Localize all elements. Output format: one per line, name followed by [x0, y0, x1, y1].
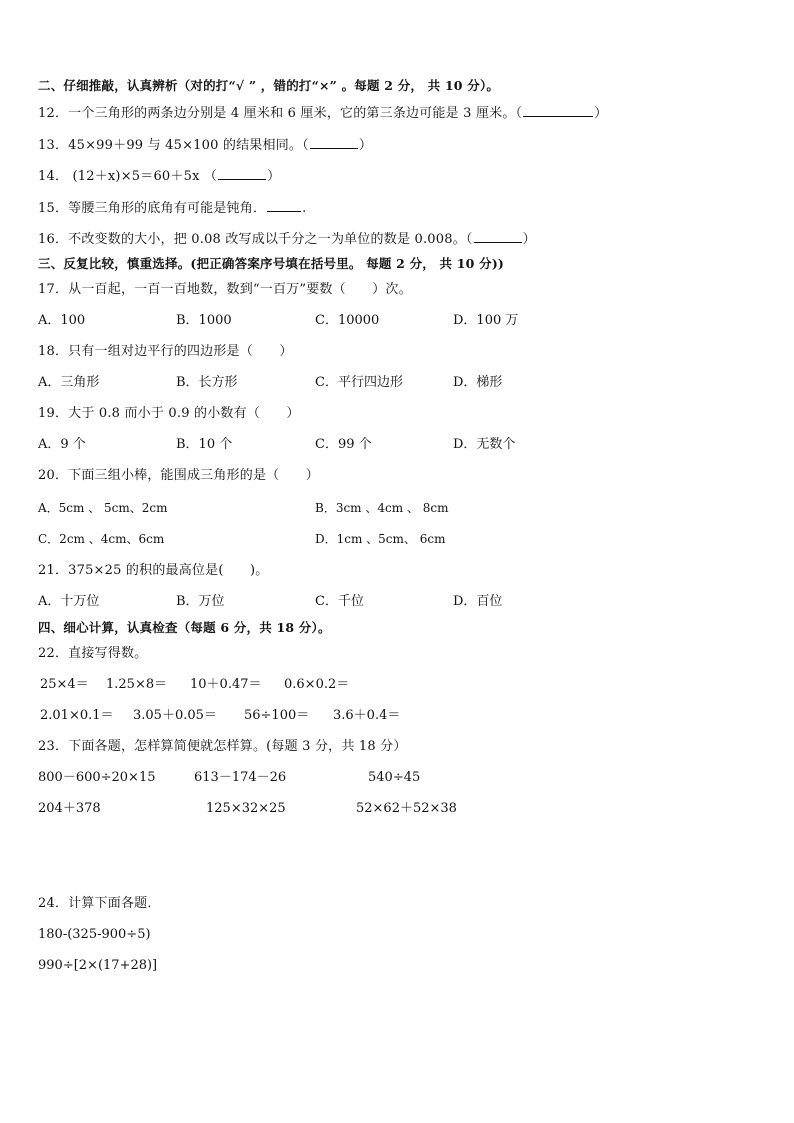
question-16 [38, 230, 536, 248]
question-18-stem: 18．只有一组对边平行的四边形是（ ） [38, 344, 293, 359]
q15-close: . [302, 201, 307, 216]
q12-answer-blank[interactable] [523, 104, 593, 117]
q16-answer-blank[interactable] [474, 230, 522, 243]
q17-option-b[interactable]: B．1000 [176, 313, 232, 328]
q23-item-1: 800－600÷20×15 [38, 770, 156, 785]
section3-heading: 三、反复比较，慎重选择。(把正确答案序号填在括号里。 每题 2 分， 共 10 分)) [38, 256, 505, 271]
q17-option-d[interactable]: D．100 万 [453, 313, 519, 328]
q13-answer-blank[interactable] [310, 136, 358, 149]
q18-option-d[interactable]: D．梯形 [453, 375, 503, 390]
q22-item-5: 2.01×0.1＝ [40, 708, 114, 723]
q21-option-a[interactable]: A．十万位 [38, 594, 100, 609]
q18-option-b[interactable]: B．长方形 [176, 375, 238, 390]
q24-item-1: 180-(325-900÷5) [38, 927, 151, 942]
q14-answer-blank[interactable] [218, 167, 266, 180]
q16-close: ） [522, 232, 536, 247]
q12-text: 12．一个三角形的两条边分别是 4 厘米和 6 厘米，它的第三条边可能是 3 厘米。（ [38, 106, 523, 121]
q18-option-a[interactable]: A．三角形 [38, 375, 100, 390]
q13-close: ） [358, 138, 373, 153]
q20-option-b[interactable]: B．3cm 、4cm 、 8cm [315, 501, 449, 515]
q14-text: 14． (12＋x)×5＝60＋5x （ [38, 169, 218, 184]
section2-heading: 二、仔细推敲，认真辨析（对的打“√ ” ，错的打“×” 。每题 2 分， 共 10 分）。 [38, 78, 500, 93]
q20-option-d[interactable]: D．1cm 、5cm、 6cm [315, 532, 446, 546]
q15-text: 15．等腰三角形的底角有可能是钝角． [38, 201, 267, 216]
q18-option-c[interactable]: C．平行四边形 [315, 375, 403, 390]
question-15 [38, 199, 307, 217]
q22-item-8: 3.6＋0.4＝ [333, 708, 401, 723]
q20-option-c[interactable]: C．2cm 、4cm、6cm [38, 532, 165, 546]
q22-item-1: 25×4＝ [40, 677, 89, 692]
q22-item-3: 10＋0.47＝ [190, 677, 262, 692]
q12-close: ） [594, 106, 608, 121]
q23-item-4: 204＋378 [38, 801, 101, 816]
q16-text: 16．不改变数的大小，把 0.08 改写成以千分之一为单位的数是 0.008。（ [38, 232, 473, 247]
question-19-stem: 19．大于 0.8 而小于 0.9 的小数有（ ） [38, 406, 300, 421]
q22-item-6: 3.05＋0.05＝ [133, 708, 217, 723]
question-22-stem: 22．直接写得数。 [38, 646, 148, 661]
q14-close: ） [267, 169, 281, 184]
q23-item-5: 125×32×25 [206, 801, 286, 816]
q22-item-4: 0.6×0.2＝ [284, 677, 350, 692]
question-23-stem: 23．下面各题，怎样算简便就怎样算。(每题 3 分，共 18 分） [38, 739, 407, 754]
question-14 [38, 167, 280, 185]
q23-item-3: 540÷45 [368, 770, 421, 785]
section4-heading: 四、细心计算，认真检查（每题 6 分，共 18 分）。 [38, 620, 331, 635]
q22-item-2: 1.25×8＝ [106, 677, 168, 692]
q17-option-a[interactable]: A．100 [38, 313, 86, 328]
question-17-stem: 17．从一百起，一百一百地数，数到“一百万”要数（ ）次。 [38, 282, 412, 297]
q15-answer-blank[interactable] [267, 199, 301, 212]
q21-option-c[interactable]: C．千位 [315, 594, 364, 609]
q13-text: 13．45×99＋99 与 45×100 的结果相同。（ [38, 138, 309, 153]
q19-option-a[interactable]: A．9 个 [38, 437, 86, 452]
q21-option-b[interactable]: B．万位 [176, 594, 225, 609]
q23-item-2: 613－174－26 [194, 770, 287, 785]
q19-option-c[interactable]: C．99 个 [315, 437, 372, 452]
q24-item-2: 990÷[2×(17+28)] [38, 958, 158, 973]
question-12 [38, 104, 607, 122]
q21-option-d[interactable]: D．百位 [453, 594, 503, 609]
q19-option-b[interactable]: B．10 个 [176, 437, 233, 452]
q22-item-7: 56÷100＝ [244, 708, 310, 723]
question-13 [38, 136, 372, 154]
question-24-stem: 24．计算下面各题． [38, 896, 161, 911]
q23-item-6: 52×62＋52×38 [356, 801, 457, 816]
q19-option-d[interactable]: D．无数个 [453, 437, 516, 452]
q20-option-a[interactable]: A．5cm 、 5cm、2cm [38, 501, 168, 515]
question-21-stem: 21．375×25 的积的最高位是( )。 [38, 563, 269, 578]
q17-option-c[interactable]: C．10000 [315, 313, 380, 328]
question-20-stem: 20．下面三组小棒，能围成三角形的是（ ） [38, 468, 319, 483]
